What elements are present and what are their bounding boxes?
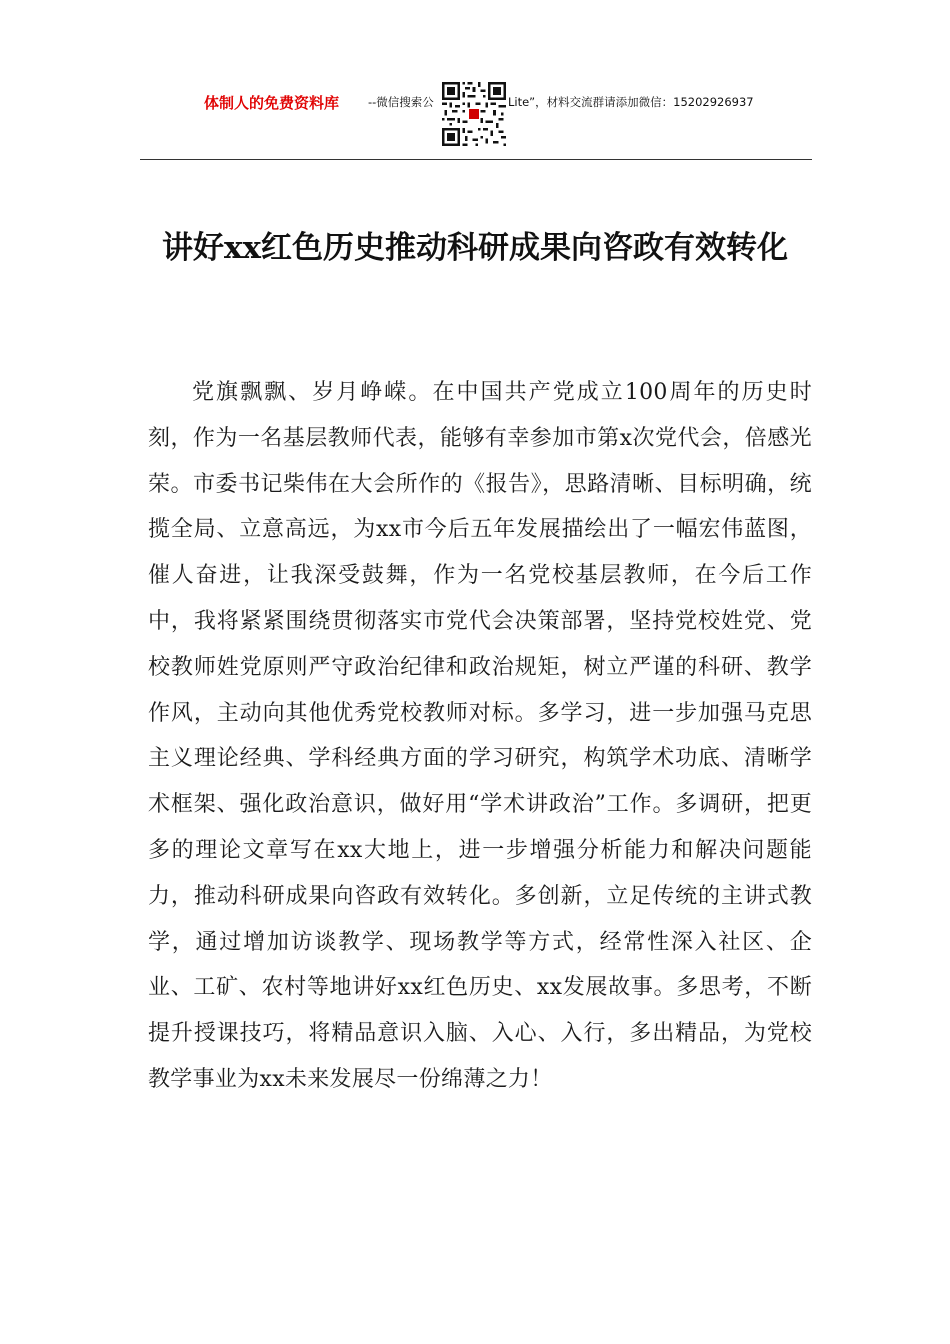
header-contact-text: Lite”，材料交流群请添加微信：15202926937 bbox=[508, 95, 754, 109]
document-title: 讲好xx红色历史推动科研成果向咨政有效转化 bbox=[162, 230, 788, 266]
page-header bbox=[140, 80, 812, 158]
document-body-paragraph: 党旗飘飘、岁月峥嵘。在中国共产党成立100周年的历史时刻，作为一名基层教师代表，能够有幸参加市第x次党代会，倍感光荣。市委书记柴伟在大会所作的《报告》，思路清晰、目标明确，统揽全局、立意高远，为xx市今后五年发展描绘出了一幅宏伟蓝图，催人奋进，让我深受鼓舞，作为一名党校基层教师，在今后工作中，我将紧紧围绕贯彻落实市党代会决策部署，坚持党校姓党、党校教师姓党原则严守政治纪律和政治规矩，树立严谨的科研、教学作风，主动向其他优秀党校教师对标。多学习，进一步加强马克思主义理论经典、学科经典方面的学习研究，构筑学术功底、清晰学术框架、强化政治意识，做好用“学术讲政治”工作。多调研，把更多的理论文章写在xx大地上，进一步增强分析能力和解决问题能力，推动科研成果向咨政有效转化。多创新，立足传统的主讲式教学，通过增加访谈教学、现场教学等方式，经常性深入社区、企业、工矿、农村等地讲好xx红色历史、xx发展故事。多思考，不断提升授课技巧，将精品意识入脑、入心、入行，多出精品，为党校教学事业为xx未来发展尽一份绵薄之力！ bbox=[148, 380, 812, 1092]
header-divider bbox=[140, 159, 812, 160]
qr-code-icon bbox=[442, 82, 506, 146]
header-search-text: --微信搜索公 bbox=[368, 95, 434, 109]
header-brand-text: 体制人的免费资料库 bbox=[204, 94, 340, 112]
